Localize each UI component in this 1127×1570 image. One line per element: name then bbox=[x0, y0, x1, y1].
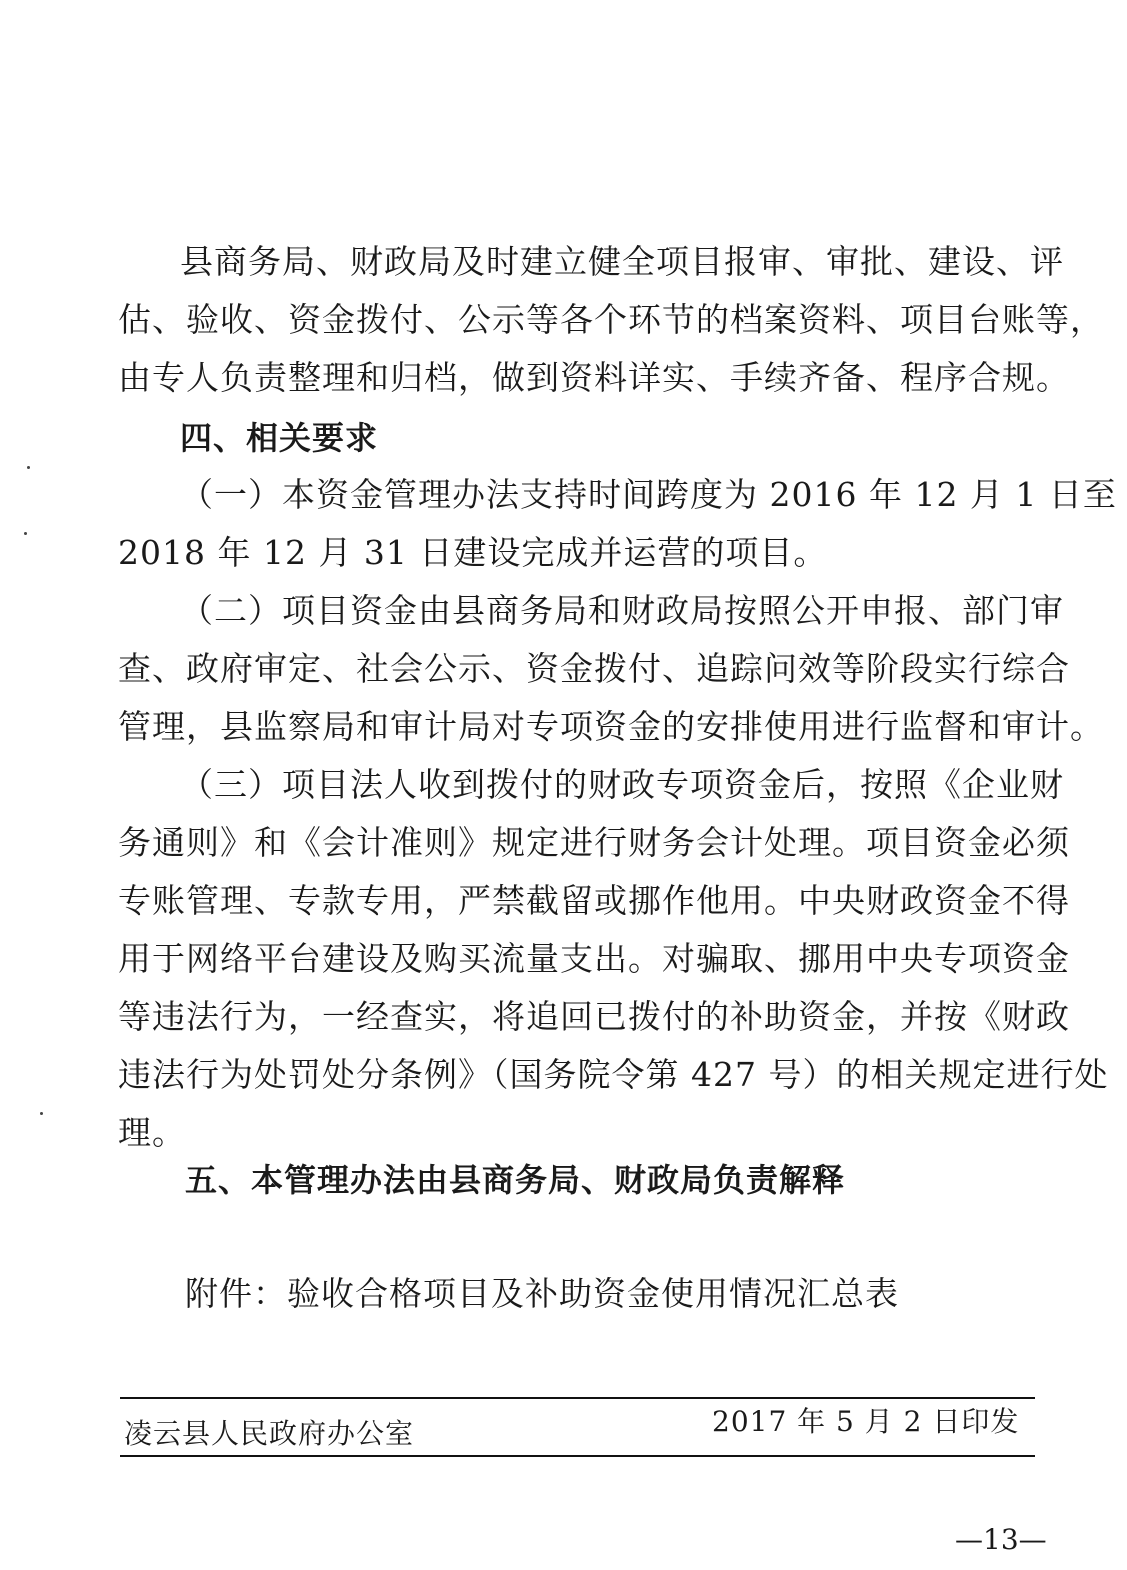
paragraph-line: 专账管理、专款专用，严禁截留或挪作他用。中央财政资金不得 bbox=[118, 881, 1070, 920]
scan-speck bbox=[24, 532, 27, 535]
scan-speck bbox=[27, 466, 30, 469]
scan-speck bbox=[40, 1112, 43, 1115]
paragraph-line: 县商务局、财政局及时建立健全项目报审、审批、建设、评 bbox=[180, 242, 1064, 281]
footer-bottom-rule bbox=[120, 1455, 1035, 1457]
paragraph-line: 2018 年 12 月 31 日建设完成并运营的项目。 bbox=[118, 533, 828, 572]
paragraph-line: （二）项目资金由县商务局和财政局按照公开申报、部门审 bbox=[180, 591, 1064, 630]
paragraph-line: 违法行为处罚处分条例》（国务院令第 427 号）的相关规定进行处 bbox=[118, 1055, 1109, 1094]
paragraph-line: 用于网络平台建设及购买流量支出。对骗取、挪用中央专项资金 bbox=[118, 939, 1070, 978]
section-heading-4: 四、相关要求 bbox=[180, 419, 379, 457]
paragraph-line: （三）项目法人收到拨付的财政专项资金后，按照《企业财 bbox=[180, 765, 1064, 804]
attachment-note: 附件：验收合格项目及补助资金使用情况汇总表 bbox=[185, 1274, 899, 1313]
issuer-name: 凌云县人民政府办公室 bbox=[124, 1417, 415, 1450]
paragraph-line: 管理，县监察局和审计局对专项资金的安排使用进行监督和审计。 bbox=[118, 707, 1104, 746]
paragraph-line: 理。 bbox=[118, 1113, 186, 1152]
issue-date: 2017 年 5 月 2 日印发 bbox=[712, 1405, 1020, 1438]
paragraph-line: 查、政府审定、社会公示、资金拨付、追踪问效等阶段实行综合 bbox=[118, 649, 1070, 688]
paragraph-line: 等违法行为，一经查实，将追回已拨付的补助资金，并按《财政 bbox=[118, 997, 1070, 1036]
page-number: —13— bbox=[955, 1523, 1047, 1556]
paragraph-line: 由专人负责整理和归档，做到资料详实、手续齐备、程序合规。 bbox=[118, 358, 1070, 397]
paragraph-line: 务通则》和《会计准则》规定进行财务会计处理。项目资金必须 bbox=[118, 823, 1070, 862]
section-heading-5: 五、本管理办法由县商务局、财政局负责解释 bbox=[185, 1161, 846, 1199]
footer-top-rule bbox=[120, 1397, 1035, 1399]
paragraph-line: （一）本资金管理办法支持时间跨度为 2016 年 12 月 1 日至 bbox=[180, 475, 1117, 514]
paragraph-line: 估、验收、资金拨付、公示等各个环节的档案资料、项目台账等， bbox=[118, 300, 1104, 339]
